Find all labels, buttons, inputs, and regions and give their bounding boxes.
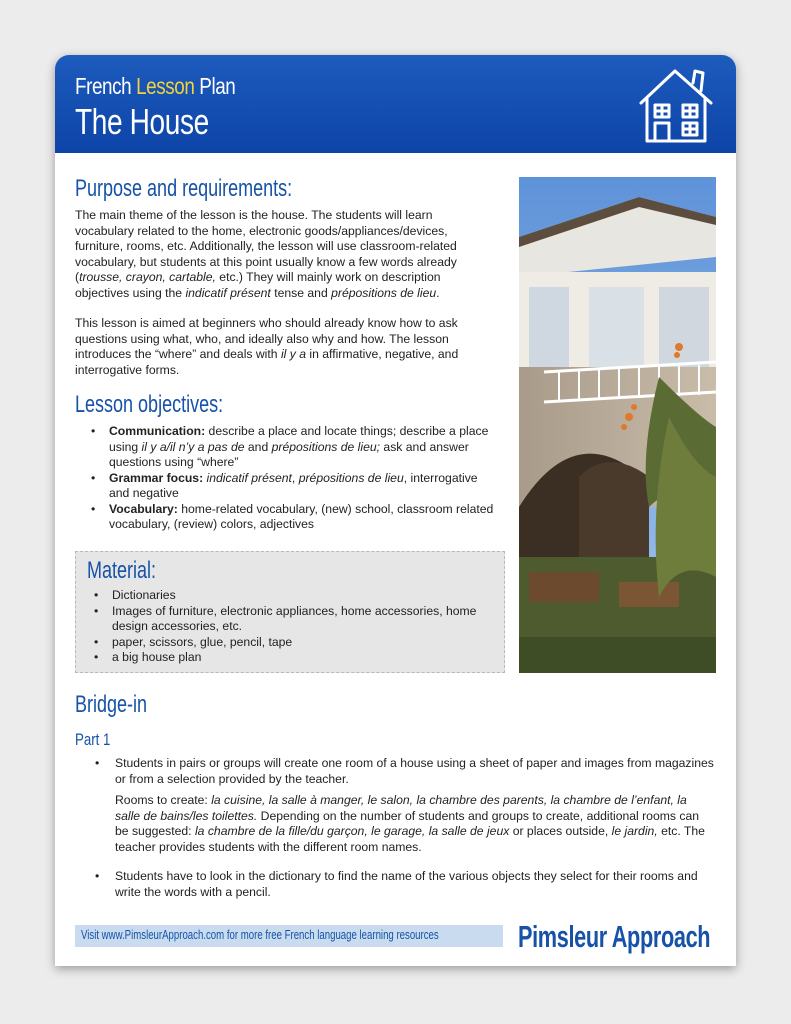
text-run-italic: prépositions de lieu	[331, 285, 437, 300]
list-item: • a big house plan	[78, 650, 488, 666]
objectives-list	[75, 424, 501, 533]
header-subtitle-accent: Lesson	[136, 73, 195, 99]
header-subtitle-part: French	[75, 73, 137, 99]
list-item	[75, 424, 501, 471]
page-header	[55, 55, 736, 153]
list-item	[75, 756, 715, 855]
material-list	[78, 588, 488, 666]
text-run: etc. The teacher provides students with the different room names.	[115, 824, 705, 854]
item-text: • Students in pairs or groups will create one room of a house using a sheet of paper and images from magazines or from a selection provided by the teacher.	[115, 756, 714, 786]
purpose-heading: Purpose and requirements:	[75, 175, 293, 202]
bridge-list	[75, 756, 715, 900]
text-run-italic: il y a	[280, 347, 307, 361]
footer-link[interactable]: Visit www.PimsleurApproach.com for more free French language learning resources	[81, 928, 439, 942]
text-run-italic: la cuisine, la salle à manger, le salon, la chambre des parents, la chambre de l’enfant, la salle de bains/les toilettes.	[115, 793, 687, 823]
material-box	[75, 551, 505, 673]
list-item	[75, 502, 501, 533]
text-run-italic: il y a/il n’y a pas de	[141, 439, 245, 454]
material-heading: Material:	[87, 557, 157, 584]
text-run-italic: indicatif présent	[185, 285, 271, 300]
footer-link-bar[interactable]	[75, 925, 503, 947]
item-label: Grammar focus:	[109, 470, 204, 485]
text-run-italic: trousse, crayon, cartable,	[79, 270, 216, 284]
text-run: The main theme of the lesson is the house. The students will learn vocabulary related to the home, electronic goods/appliances/devices, furniture, rooms, etc. Additionally, the lesson will use classroom-related vocabulary, but students at this point usually know a few words already (	[75, 208, 457, 284]
item-label: Communication:	[109, 424, 206, 438]
text-run-italic: la chambre de la fille/du garçon, le garage, la salle de jeux	[194, 824, 510, 838]
list-item: • Dictionaries	[78, 588, 488, 604]
text-run: ,	[291, 470, 299, 485]
list-item	[75, 471, 501, 502]
text-run: , interrogative and negative	[109, 470, 478, 500]
text-run: .	[436, 285, 440, 300]
text-run: Depending on the number of students and groups to create, additional rooms can be suggested:	[115, 808, 700, 838]
objectives-heading: Lesson objectives:	[75, 391, 224, 418]
purpose-paragraph-2	[75, 316, 491, 378]
text-run: in affirmative, negative, and interrogative forms.	[75, 347, 459, 377]
page-title: The House	[75, 101, 209, 142]
item-label: Vocabulary:	[109, 501, 178, 516]
text-run: ask and answer questions using “where”	[109, 439, 469, 469]
text-run: home-related vocabulary, (new) school, classroom related vocabulary, (review) colors, adjectives	[109, 501, 494, 531]
text-run-italic: prépositions de lieu;	[271, 439, 381, 454]
text-run: etc.) They will mainly work on description objectives using the	[75, 270, 441, 300]
bridge-heading: Bridge-in	[75, 691, 148, 718]
lesson-plan-page	[55, 55, 736, 966]
text-run: This lesson is aimed at beginners who should already know how to ask questions using what, who, and ideally also why and how. The lesson introduces the “where” and deals with	[75, 316, 458, 361]
bridge-subheading: Part 1	[75, 730, 111, 749]
list-item: • Students have to look in the dictionary to find the name of the various objects they select for their rooms and write the words with a pencil.	[75, 869, 715, 900]
text-run-italic: prépositions de lieu	[298, 470, 404, 485]
text-run: tense and	[270, 285, 332, 300]
list-item: • Images of furniture, electronic appliances, home accessories, home design accessories, etc.	[78, 604, 488, 635]
header-subtitle-part: Plan	[194, 73, 236, 99]
header-subtitle	[75, 73, 235, 100]
pimsleur-logo: Pimsleur Approach	[518, 919, 711, 954]
text-run-italic: le jardin,	[611, 824, 658, 838]
list-item: • paper, scissors, glue, pencil, tape	[78, 635, 488, 651]
text-run: or places outside,	[509, 824, 612, 838]
text-run: and	[244, 439, 272, 454]
text-run: Rooms to create:	[115, 793, 212, 807]
text-run-italic: indicatif présent	[206, 470, 292, 485]
rooms-text	[115, 793, 715, 855]
house-photo-illustration	[519, 177, 716, 673]
house-icon	[637, 65, 715, 147]
purpose-paragraph-1	[75, 208, 491, 301]
text-run: describe a place and locate things; describe a place using	[109, 424, 489, 454]
house-photo	[519, 177, 716, 673]
